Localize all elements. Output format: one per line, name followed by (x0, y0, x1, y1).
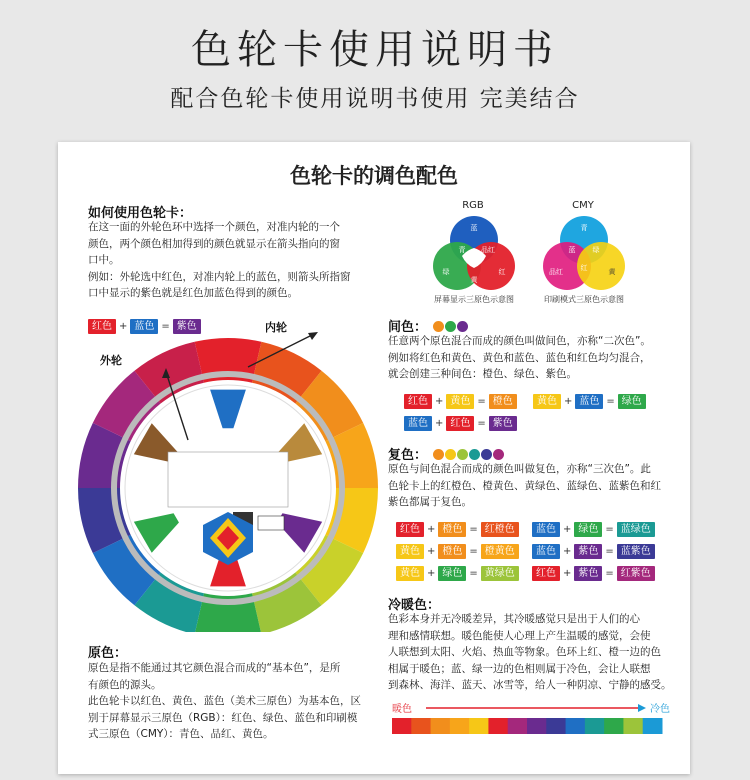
warm-cool-line: 人联想到太阳、火焰、热血等物象。色环上红、橙一边的色 (388, 646, 661, 658)
tertiary-text (388, 461, 688, 511)
card-title: 色轮卡的调色配色 (290, 164, 458, 188)
how-to-line: 在这一面的外轮色环中选择一个颜色，对准内轮的一个 (88, 221, 340, 233)
color-chip: 黄色 (396, 566, 424, 581)
color-chip: 黄色 (396, 544, 424, 559)
color-chip: 黄色 (533, 394, 561, 409)
cmy-label: 品红 (549, 268, 563, 276)
primary-line: 式三原色（CMY）：青色、品红、黄色。 (88, 728, 274, 740)
warm-cool-heading: 冷暖色： (388, 598, 441, 613)
color-chip: 红紫色 (617, 566, 655, 581)
rgb-label: 绿 (442, 268, 450, 276)
info-box (168, 452, 288, 507)
warm-cool-swatch (623, 718, 643, 734)
tertiary-heading: 复色： (388, 444, 504, 463)
warm-cool-swatch (527, 718, 547, 734)
color-chip: 红色 (446, 416, 474, 431)
warm-cool-swatch (585, 718, 605, 734)
color-chip: 红色 (532, 566, 560, 581)
how-to-line: 例如：外轮选中红色，对准内轮上的蓝色，则箭头所指窗 (88, 270, 351, 283)
rgb-venn (426, 212, 522, 294)
mix-row: 蓝色 + 紫色 = 蓝紫色 (532, 539, 655, 559)
color-chip: 绿色 (438, 566, 466, 581)
color-chip: 紫色 (574, 566, 602, 581)
rgb-label: 红 (498, 268, 506, 276)
green-dot (445, 321, 456, 332)
warm-label: 暖色 (392, 704, 412, 715)
color-chip: 红橙色 (481, 522, 519, 537)
cmy-label: 黄 (608, 268, 616, 276)
primary-heading: 原色： (88, 646, 128, 661)
how-to-line: 口中。 (88, 254, 120, 266)
warm-cool-swatch (604, 718, 624, 734)
tertiary-line: 原色与间色混合而成的颜色叫做复色，亦称“三次色”。此 (388, 463, 651, 475)
color-chip: 紫色 (489, 416, 517, 431)
warm-cool-swatch (469, 718, 489, 734)
warm-cool-swatch (546, 718, 566, 734)
orange-dot (433, 321, 444, 332)
inner-wheel-label: 内轮 (265, 321, 287, 334)
warm-cool-bar (388, 698, 678, 738)
page-subtitle: 配合色轮卡使用说明书使用 完美结合 (170, 86, 580, 112)
warm-cool-line: 相属于暖色；蓝、绿一边的色相则属于冷色，会让人联想 (388, 662, 651, 675)
secondary-heading: 间色： (388, 316, 468, 335)
color-chip: 黄绿色 (481, 566, 519, 581)
secondary-line: 就会创建三种间色：橙色、绿色、紫色。 (388, 368, 577, 380)
color-chip: 红色 (404, 394, 432, 409)
rgb-label: 蓝 (470, 224, 478, 232)
cmy-label: 红 (580, 264, 588, 272)
secondary-line: 例如将红色和黄色、黄色和蓝色、蓝色和红色均匀混合， (388, 351, 651, 364)
rgb-title: RGB (462, 200, 484, 211)
primary-line: 原色是指不能通过其它颜色混合而成的“基本色”，是所 (88, 662, 341, 674)
color-chip: 橙色 (489, 394, 517, 409)
color-chip: 蓝色 (532, 544, 560, 559)
mix-row: 红色 + 紫色 = 红紫色 (532, 561, 655, 581)
primary-line: 别于屏幕显示三原色（RGB）：红色、绿色、蓝色和印刷模 (88, 711, 358, 724)
how-to-heading: 如何使用色轮卡： (88, 206, 193, 221)
purple-dot (457, 321, 468, 332)
secondary-text (388, 333, 688, 383)
instruction-card (58, 142, 690, 774)
cmy-title: CMY (572, 200, 594, 211)
mix-row: 蓝色 + 绿色 = 蓝绿色 (532, 517, 655, 537)
cool-label: 冷色 (650, 704, 670, 715)
color-chip: 红色 (396, 522, 424, 537)
warm-cool-swatch (411, 718, 431, 734)
warm-cool-swatch (566, 718, 586, 734)
rgb-label: 青 (458, 246, 466, 254)
warm-cool-line: 理和感情联想。暖色能使人心理上产生温暖的感觉，会使 (388, 629, 651, 642)
warm-cool-line: 色彩本身并无冷暖差异，其冷暖感觉只是出于人们的心 (388, 613, 640, 625)
warm-cool-text (388, 611, 688, 694)
mix-row: 蓝色 + 红色 = 紫色 (404, 411, 517, 431)
mix-row: 黄色 + 橙色 = 橙黄色 (396, 539, 519, 559)
color-chip: 橙色 (438, 544, 466, 559)
primary-line: 此色轮卡以红色、黄色、蓝色（美术三原色）为基本色，区 (88, 695, 361, 707)
color-chip: 绿色 (574, 522, 602, 537)
warm-cool-swatch (643, 718, 663, 734)
warm-cool-swatch (488, 718, 508, 734)
primary-text (88, 660, 378, 743)
rgb-caption: 屏幕显示三原色示意图 (434, 295, 514, 304)
warm-cool-line: 到森林、海洋、蓝天、冰雪等，给人一种阴凉、宁静的感受。 (388, 679, 672, 691)
color-chip: 绿色 (618, 394, 646, 409)
warm-cool-swatches (392, 718, 663, 734)
cmy-label: 青 (580, 224, 588, 232)
warm-cool-swatch (431, 718, 451, 734)
color-chip: 蓝绿色 (617, 522, 655, 537)
example-chip: 紫色 (173, 319, 201, 334)
color-chip: 蓝色 (575, 394, 603, 409)
warm-cool-swatch (450, 718, 470, 734)
how-to-line: 口中显示的紫色就是红色加蓝色得到的颜色。 (88, 287, 298, 299)
color-chip: 紫色 (574, 544, 602, 559)
barcode (258, 516, 284, 530)
color-chip: 蓝紫色 (617, 544, 655, 559)
color-chip: 蓝色 (532, 522, 560, 537)
warm-cool-swatch (508, 718, 528, 734)
example-chip: 蓝色 (130, 319, 158, 334)
color-wheel (78, 312, 378, 632)
color-chip: 黄色 (446, 394, 474, 409)
tertiary-line: 紫色都属于复色。 (388, 496, 472, 508)
primary-line: 有颜色的源头。 (88, 678, 162, 691)
cmy-label: 绿 (592, 246, 600, 254)
warm-cool-swatch (392, 718, 412, 734)
outer-wheel-label: 外轮 (100, 354, 122, 367)
cmy-caption: 印刷模式三原色示意图 (544, 295, 624, 304)
color-chip: 橙黄色 (481, 544, 519, 559)
page-title: 色轮卡使用说明书 (191, 27, 559, 73)
color-chip: 橙色 (438, 522, 466, 537)
mix-row: 黄色 + 绿色 = 黄绿色 (396, 561, 519, 581)
color-chip: 蓝色 (404, 416, 432, 431)
mix-row: 红色 + 橙色 = 红橙色 (396, 517, 519, 537)
rgb-label: 黄 (470, 276, 478, 284)
mix-row: 红色 + 黄色 = 橙色 (404, 389, 517, 409)
cmy-venn (536, 212, 632, 294)
example-mix: 红色 + 蓝色 = 紫色 (88, 314, 201, 334)
example-chip: 红色 (88, 319, 116, 334)
mix-row: 黄色 + 蓝色 = 绿色 (533, 389, 646, 409)
tertiary-line: 色轮卡上的红橙色、橙黄色、黄绿色、蓝绿色、蓝紫色和红 (388, 479, 661, 492)
secondary-line: 任意两个原色混合而成的颜色叫做间色，亦称“二次色”。 (388, 335, 651, 347)
cmy-label: 蓝 (568, 246, 576, 254)
how-to-line: 颜色，两个颜色相加得到的颜色就显示在箭头指向的窗 (88, 237, 340, 250)
how-to-text (88, 219, 378, 302)
rgb-label: 品红 (481, 246, 495, 254)
